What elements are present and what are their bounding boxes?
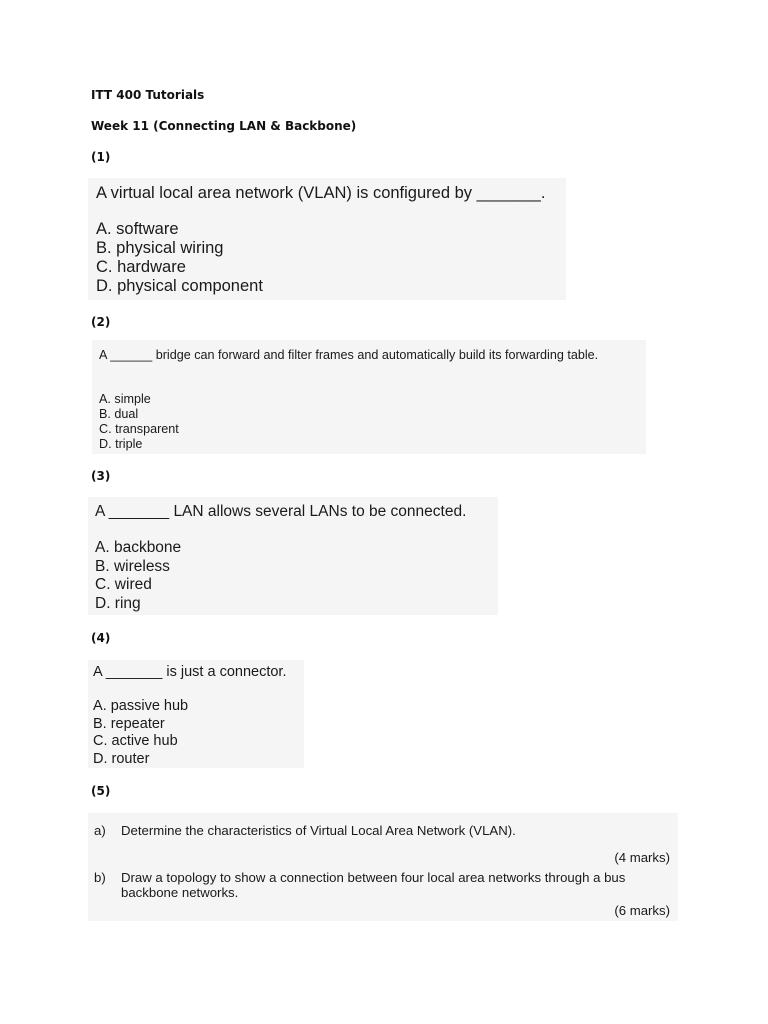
option-d: D. router xyxy=(93,750,150,767)
part-text: Draw a topology to show a connection between four local area networks through a bus backbone networks. xyxy=(121,870,626,900)
question-5-image xyxy=(88,813,678,921)
option-d: D. triple xyxy=(99,437,143,451)
document-title: ITT 400 Tutorials xyxy=(91,88,205,102)
question-4-options xyxy=(93,698,188,768)
option-d: D. ring xyxy=(95,594,141,612)
option-c: C. wired xyxy=(95,576,152,593)
question-3-stem: A _______ LAN allows several LANs to be connected. xyxy=(95,503,467,520)
part-label: a) xyxy=(94,823,106,838)
question-2-options xyxy=(99,392,179,452)
part-label: b) xyxy=(94,870,106,885)
option-b: B. repeater xyxy=(93,715,165,732)
option-a: A. passive hub xyxy=(93,698,189,714)
option-c: C. transparent xyxy=(99,422,179,436)
option-c: C. active hub xyxy=(93,733,178,749)
question-5-part-a xyxy=(94,823,670,863)
question-3-options xyxy=(95,539,181,613)
question-2-number: (2) xyxy=(91,315,111,329)
question-2-image xyxy=(92,340,646,454)
part-marks: (6 marks) xyxy=(614,903,670,918)
question-1-stem: A virtual local area network (VLAN) is configured by _______. xyxy=(96,184,546,202)
question-1-image xyxy=(88,178,566,300)
week-heading: Week 11 (Connecting LAN & Backbone) xyxy=(91,119,357,133)
question-2-stem: A ______ bridge can forward and filter frames and automatically build its forwarding table. xyxy=(99,348,599,362)
question-5-number: (5) xyxy=(91,784,111,798)
part-marks: (4 marks) xyxy=(614,850,670,865)
question-1-number: (1) xyxy=(91,150,111,164)
option-b: B. physical wiring xyxy=(96,239,224,257)
question-1-options xyxy=(96,220,263,296)
part-text: Determine the characteristics of Virtual Local Area Network (VLAN). xyxy=(121,823,516,838)
question-3-image xyxy=(88,497,498,615)
question-4-image xyxy=(88,660,304,768)
option-a: A. backbone xyxy=(95,539,182,556)
option-a: A. software xyxy=(96,220,179,238)
option-b: B. wireless xyxy=(95,557,170,575)
question-3-number: (3) xyxy=(91,469,111,483)
question-4-number: (4) xyxy=(91,631,111,645)
option-d: D. physical component xyxy=(96,277,263,295)
option-b: B. dual xyxy=(99,407,139,421)
option-a: A. simple xyxy=(99,392,151,406)
question-5-part-b xyxy=(94,870,670,918)
option-c: C. hardware xyxy=(96,258,186,276)
question-4-stem: A _______ is just a connector. xyxy=(93,664,287,680)
